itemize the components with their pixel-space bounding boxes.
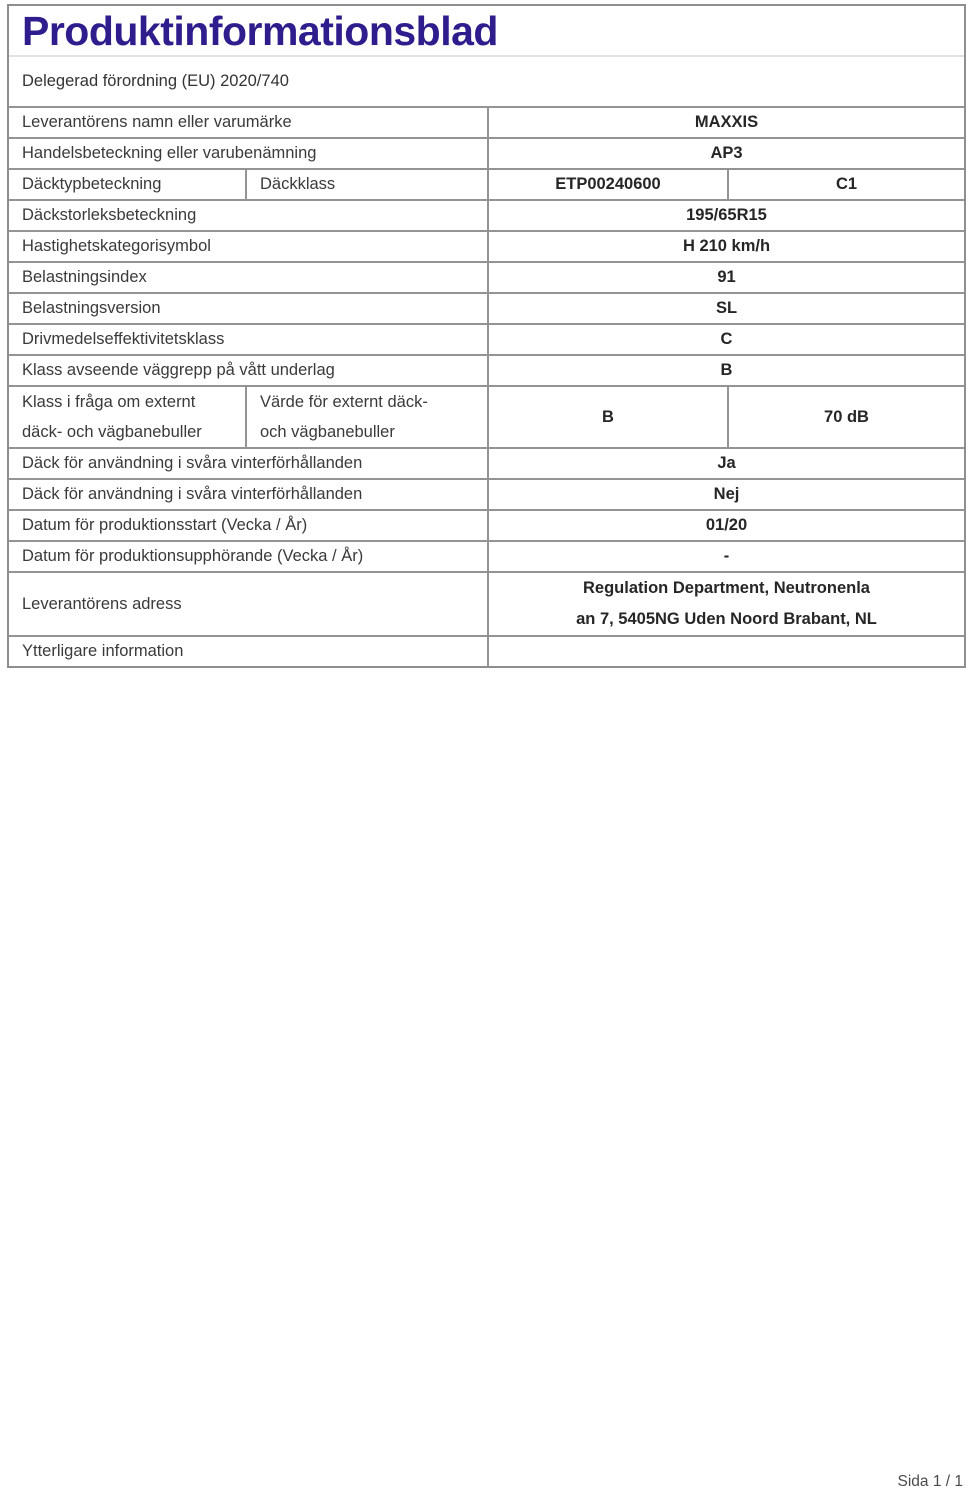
row-wet-grip [9,354,964,385]
noise-value-label [245,387,487,447]
supplier-address-value [487,573,964,635]
row-fuel-efficiency [9,323,964,354]
page-number: Sida 1 / 1 [897,1473,963,1490]
noise-db-value: 70 dB [727,387,964,447]
regulation-reference: Delegerad förordning (EU) 2020/740 [22,72,289,91]
row-supplier-name [9,106,964,137]
row-additional-info [9,635,964,666]
production-start-label: Datum för produktionsstart (Vecka / År) [22,516,308,535]
production-end-label: Datum för produktionsupphörande (Vecka / År) [22,547,364,566]
supplier-address-line2: an 7, 5405NG Uden Noord Brabant, NL [576,610,877,629]
supplier-name-value: MAXXIS [487,108,964,137]
noise-class-label-line2: däck- och vägbanebuller [22,423,202,442]
tyre-type-value: ETP00240600 [487,170,727,199]
supplier-name-label: Leverantörens namn eller varumärke [22,113,292,132]
regulation-reference-row [9,57,964,106]
noise-class-label-line1: Klass i fråga om externt [22,393,196,412]
row-tyre-size [9,199,964,230]
supplier-address-line1: Regulation Department, Neutronenla [583,579,870,598]
row-production-end [9,540,964,571]
row-severe-snow-no [9,478,964,509]
severe-snow-no-value: Nej [487,480,964,509]
tyre-size-label: Däckstorleksbeteckning [22,206,197,225]
speed-category-value: H 210 km/h [487,232,964,261]
severe-snow-no-label: Däck för användning i svåra vinterförhållanden [22,485,363,504]
tyre-class-value: C1 [727,170,964,199]
production-start-value: 01/20 [487,511,964,540]
product-information-sheet [7,4,966,668]
tyre-type-label: Däcktypbeteckning [22,175,162,194]
tyre-size-value: 195/65R15 [487,201,964,230]
trade-name-label: Handelsbeteckning eller varubenämning [22,144,317,163]
noise-value-label-line1: Värde för externt däck- [260,393,428,412]
row-load-version [9,292,964,323]
speed-category-label: Hastighetskategorisymbol [22,237,211,256]
wet-grip-label: Klass avseende väggrepp på vått underlag [22,361,335,380]
wet-grip-value: B [487,356,964,385]
severe-snow-yes-value: Ja [487,449,964,478]
load-version-label: Belastningsversion [22,299,161,318]
additional-info-label: Ytterligare information [22,642,184,661]
supplier-address-label: Leverantörens adress [22,594,182,613]
row-load-index [9,261,964,292]
row-supplier-address [9,571,964,635]
additional-info-value [487,637,964,666]
row-tyre-type [9,168,964,199]
load-index-label: Belastningsindex [22,268,147,287]
production-end-value: - [487,542,964,571]
title-row [9,6,964,57]
row-external-noise [9,385,964,447]
trade-name-value: AP3 [487,139,964,168]
load-index-value: 91 [487,263,964,292]
noise-class-value: B [487,387,727,447]
row-severe-snow-yes [9,447,964,478]
row-speed-category [9,230,964,261]
fuel-efficiency-label: Drivmedelseffektivitetsklass [22,330,225,349]
row-trade-name [9,137,964,168]
load-version-value: SL [487,294,964,323]
fuel-efficiency-value: C [487,325,964,354]
page-title: Produktinformationsblad [22,8,498,54]
tyre-class-label: Däckklass [245,170,487,199]
noise-class-label [9,387,245,447]
row-production-start [9,509,964,540]
noise-value-label-line2: och vägbanebuller [260,423,395,442]
severe-snow-yes-label: Däck för användning i svåra vinterförhållanden [22,454,363,473]
